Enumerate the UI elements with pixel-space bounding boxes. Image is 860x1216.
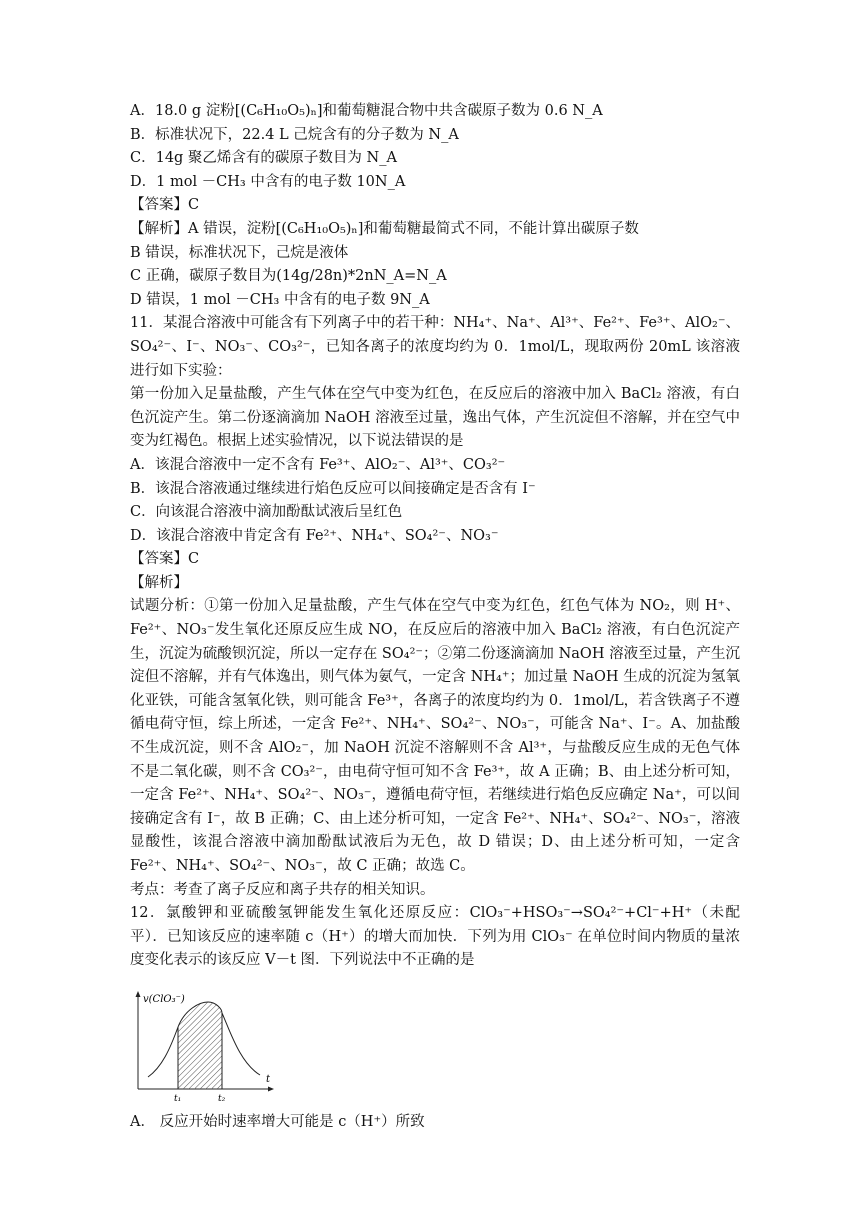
q10-option-a: A．18.0 g 淀粉[(C₆H₁₀O₅)ₙ]和葡萄糖混合物中共含碳原子数为 0.6 N_A	[130, 103, 603, 119]
q11-experiment: 第一份加入足量盐酸，产生气体在空气中变为红色，在反应后的溶液中加入 BaCl₂ 溶液，有白色沉淀产生。第二份逐滴滴加 NaOH 溶液至过量，逸出气体，产生沉淀但不溶解，并在空气中变为红褐色。根据上述实验情况，以下说法错误的是	[130, 386, 740, 450]
q12-option-a: A． 反应开始时速率增大可能是 c（H⁺）所致	[130, 1113, 425, 1130]
q11-option-c: C．向该混合溶液中滴加酚酞试液后呈红色	[130, 504, 403, 521]
q10-analysis-d: D 错误，1 mol －CH₃ 中含有的电子数 9N_A	[130, 291, 430, 308]
q10-analysis-a: 【解析】A 错误，淀粉[(C₆H₁₀O₅)ₙ]和葡萄糖最简式不同，不能计算出碳原子数	[130, 220, 639, 237]
q12-vt-figure	[130, 989, 280, 1105]
q11-answer: 【答案】C	[130, 551, 200, 568]
q11-stem: 11．某混合溶液中可能含有下列离子中的若干种：NH₄⁺、Na⁺、Al³⁺、Fe²⁺、Fe³⁺、AlO₂⁻、SO₄²⁻、I⁻、NO₃⁻、CO₃²⁻，已知各离子的浓度均约为 0．1mol/L，现取两份 20mL 该溶液进行如下实验：	[130, 315, 740, 379]
q10-option-d: D．1 mol －CH₃ 中含有的电子数 10N_A	[130, 173, 406, 190]
q10-analysis-b: B 错误，标准状况下，己烷是液体	[130, 244, 349, 261]
x-axis-arrow	[268, 1086, 274, 1091]
q11-option-a: A．该混合溶液中一定不含有 Fe³⁺、AlO₂⁻、Al³⁺、CO₃²⁻	[130, 456, 506, 473]
page-content	[130, 100, 740, 1135]
t2-label: t₂	[218, 1093, 226, 1104]
q12-stem: 12．氯酸钾和亚硫酸氢钾能发生氧化还原反应：ClO₃⁻+HSO₃⁻→SO₄²⁻+Cl⁻+H⁺（未配平）．已知该反应的速率随 c（H⁺）的增大而加快．下列为用 ClO₃⁻ 在单位时间内物质的量浓度变化表示的该反应 V－t 图．下列说法中不正确的是	[130, 905, 740, 969]
y-axis-label: v(ClO₃⁻)	[143, 993, 185, 1005]
q10-option-b: B．标准状况下，22.4 L 己烷含有的分子数为 N_A	[130, 126, 459, 143]
q11-analysis-title: 【解析】	[130, 574, 188, 591]
q11-option-b: B．该混合溶液通过继续进行焰色反应可以间接确定是否含有 I⁻	[130, 480, 536, 497]
q11-analysis: 试题分析：①第一份加入足量盐酸，产生气体在空气中变为红色，红色气体为 NO₂，则 H⁺、Fe²⁺、NO₃⁻发生氧化还原反应生成 NO，在反应后的溶液中加入 BaCl₂ 溶液，有白色沉淀产生，沉淀为硫酸钡沉淀，所以一定存在 SO₄²⁻；②第二份逐滴滴加 NaOH 溶液至过量，产生沉淀但不溶解，并有气体逸出，则气体为氨气，一定含 NH₄⁺；加过量 NaOH 生成的沉淀为氢氧化亚铁，可能含氢氧化铁，则可能含 Fe³⁺，各离子的浓度均约为 0．1mol/L，若含铁离子不遵循电荷守恒，综上所述，一定含 Fe²⁺、NH₄⁺、SO₄²⁻、NO₃⁻，可能含 Na⁺、I⁻。A、加盐酸不生成沉淀，则不含 AlO₂⁻，加 NaOH 沉淀不溶解则不含 Al³⁺，与盐酸反应生成的无色气体不是二氧化碳，则不含 CO₃²⁻，由电荷守恒可知不含 Fe³⁺，故 A 正确；B、由上述分析可知，一定含 Fe²⁺、NH₄⁺、SO₄²⁻、NO₃⁻，遵循电荷守恒，若继续进行焰色反应确定 Na⁺，可以间接确定含有 I⁻，故 B 正确；C、由上述分析可知，一定含 Fe²⁺、NH₄⁺、SO₄²⁻、NO₃⁻，溶液显酸性，该混合溶液中滴加酚酞试液后为无色，故 D 错误；D、由上述分析可知，一定含 Fe²⁺、NH₄⁺、SO₄²⁻、NO₃⁻，故 C 正确；故选 C。	[130, 598, 740, 874]
q11-kaodian: 考点：考查了离子反应和离子共存的相关知识。	[130, 881, 435, 898]
x-axis-label: t	[266, 1073, 271, 1085]
q11-option-d: D．该混合溶液中肯定含有 Fe²⁺、NH₄⁺、SO₄²⁻、NO₃⁻	[130, 527, 499, 544]
q10-analysis-c: C 正确，碳原子数目为(14g/28n)*2nN_A=N_A	[130, 268, 447, 285]
t1-label: t₁	[174, 1093, 182, 1104]
q10-answer: 【答案】C	[130, 197, 200, 214]
y-axis-arrow	[136, 991, 141, 997]
q10-option-c: C．14g 聚乙烯含有的碳原子数目为 N_A	[130, 150, 397, 167]
